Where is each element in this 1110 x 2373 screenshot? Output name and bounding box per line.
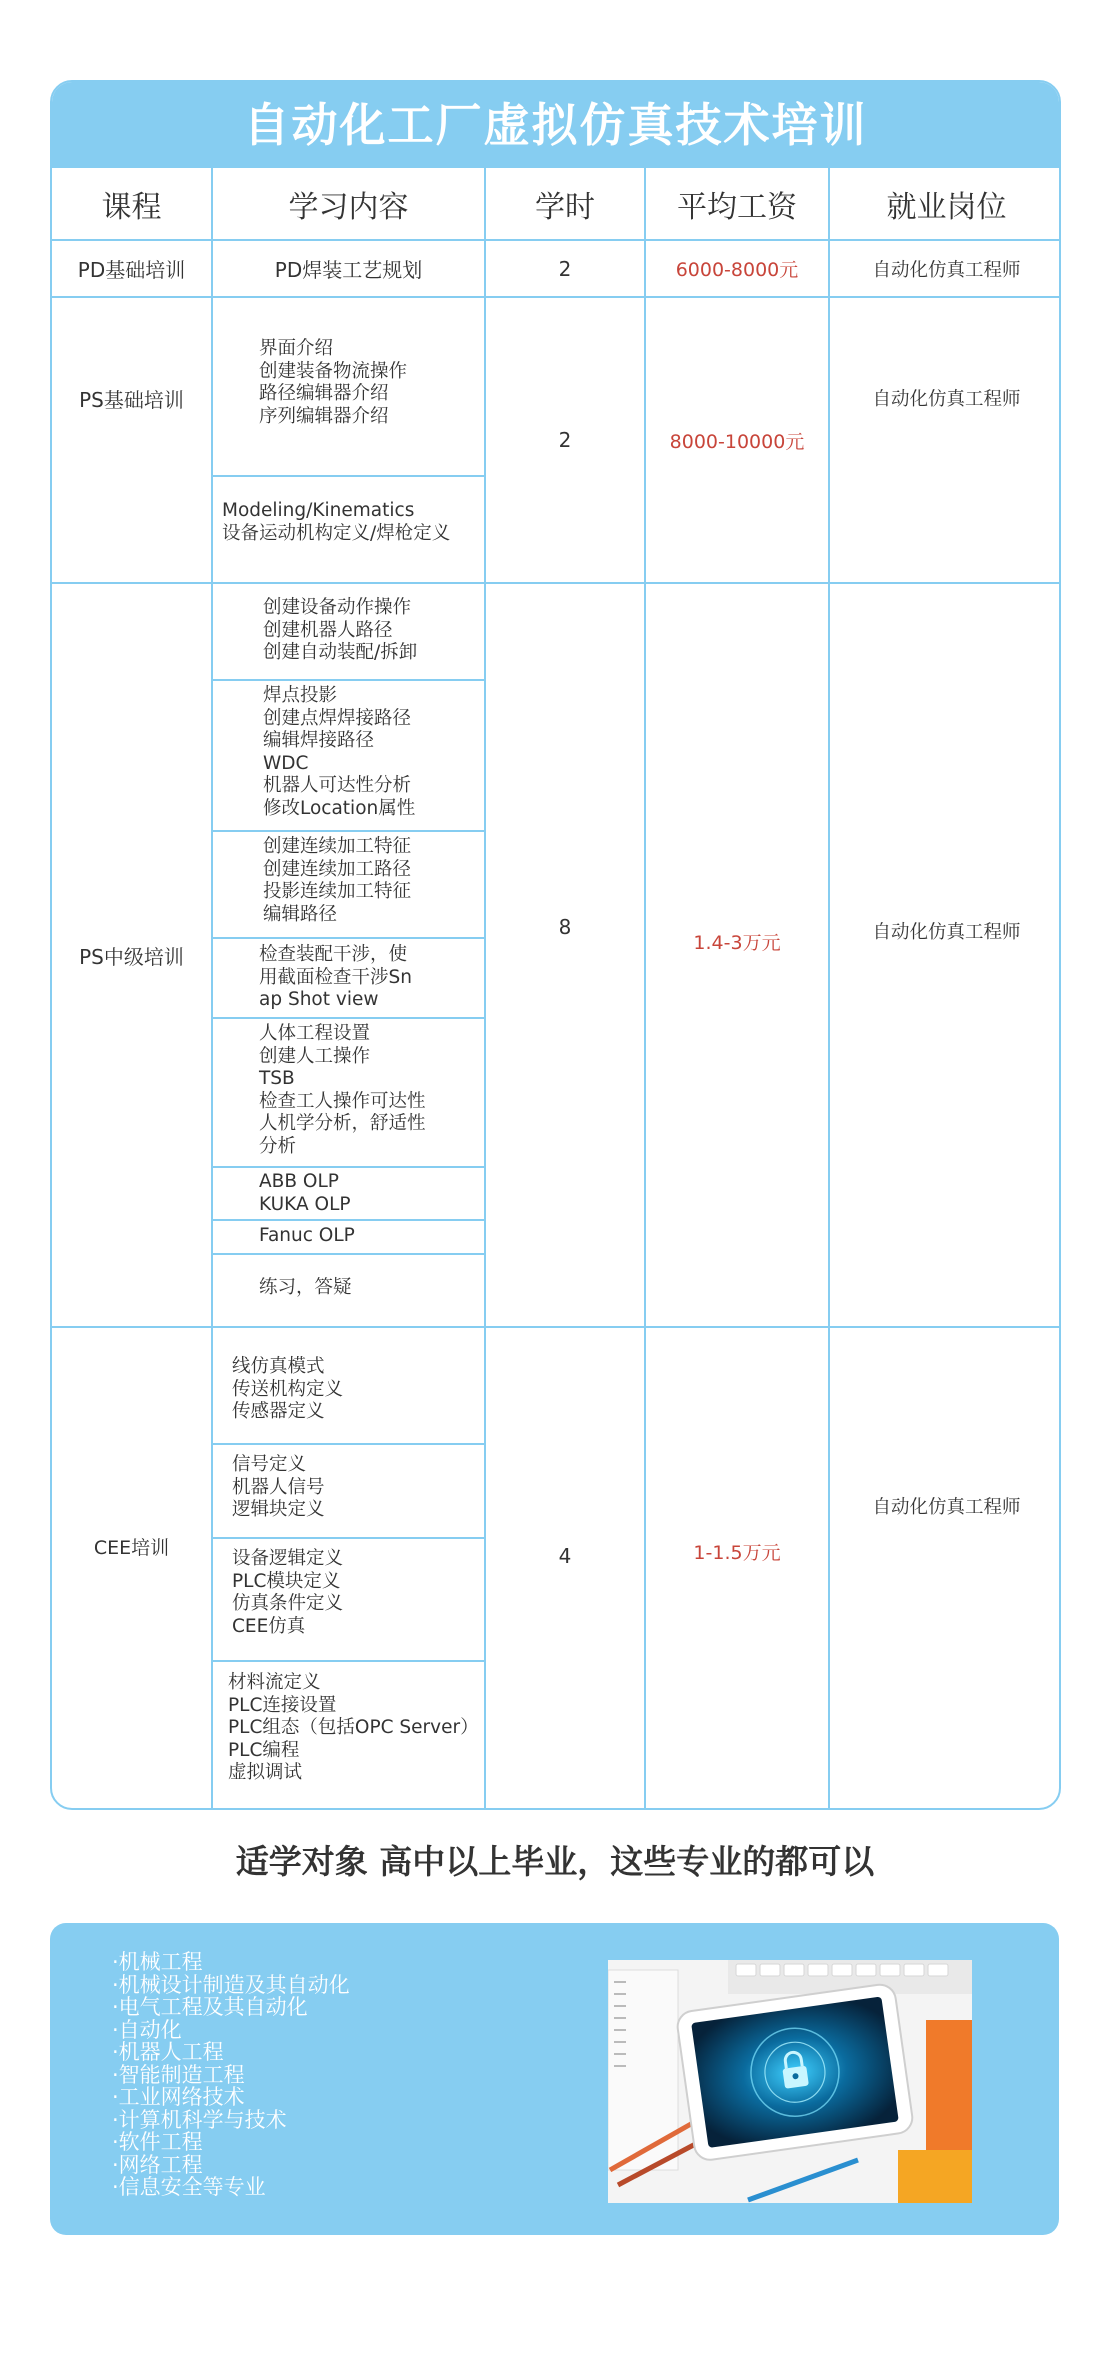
content-block: ABB OLP KUKA OLP: [259, 1171, 351, 1215]
content-block: 人体工程设置 创建人工操作 TSB 检查工人操作可达性 人机学分析，舒适性 分析: [259, 1023, 426, 1157]
grid-line: [211, 1253, 486, 1255]
content-block: 检查装配干涉，使 用截面检查干涉Sn ap Shot view: [259, 944, 412, 1010]
majors-list: [112, 1951, 350, 2199]
header-content: 学习内容: [288, 189, 409, 225]
course-hours: 8: [558, 915, 572, 939]
list-item: ·电气工程及其自动化: [112, 1995, 308, 2019]
course-table-panel: [50, 80, 1061, 1810]
course-salary: 1.4-3万元: [693, 932, 781, 954]
header-hours: 学时: [535, 189, 595, 225]
course-job: 自动化仿真工程师: [872, 922, 1021, 943]
list-item: ·软件工程: [112, 2130, 203, 2154]
audience-title: 适学对象 高中以上毕业，这些专业的都可以: [235, 1842, 875, 1881]
course-job: 自动化仿真工程师: [872, 259, 1021, 281]
list-item: ·网络工程: [112, 2152, 203, 2177]
header-course: 课程: [101, 189, 162, 225]
content-block: Fanuc OLP: [259, 1225, 355, 1246]
course-salary: 8000-10000元: [669, 430, 805, 453]
list-item: ·计算机科学与技术: [112, 2107, 287, 2132]
content-block: 材料流定义 PLC连接设置 PLC组态（包括OPC Server） PLC编程 虚拟调试: [228, 1672, 479, 1783]
grid-line: [211, 679, 486, 681]
course-name: PS中级培训: [79, 944, 184, 969]
content-block: Modeling/Kinematics 设备运动机构定义/焊枪定义: [222, 500, 451, 544]
course-name: PS基础培训: [79, 387, 184, 412]
grid-line: [211, 168, 213, 1810]
content-block: 界面介绍 创建装备物流操作 路径编辑器介绍 序列编辑器介绍: [259, 338, 408, 427]
grid-line: [211, 1166, 486, 1168]
content-block: 创建连续加工特征 创建连续加工路径 投影连续加工特征 编辑路径: [263, 836, 412, 925]
grid-line: [211, 1017, 486, 1019]
content-block: 设备逻辑定义 PLC模块定义 仿真条件定义 CEE仿真: [232, 1548, 344, 1637]
page-title: 自动化工厂虚拟仿真技术培训: [52, 82, 1059, 168]
grid-line: [211, 1660, 486, 1662]
list-item: ·机械工程: [112, 1950, 203, 1974]
header-salary: 平均工资: [677, 189, 797, 225]
grid-line: [211, 475, 486, 477]
course-job: 自动化仿真工程师: [872, 389, 1021, 410]
course-salary: 6000-8000元: [675, 259, 799, 281]
tablet-security-image: [608, 1960, 972, 2203]
course-hours: 4: [558, 1544, 572, 1568]
course-hours: 2: [558, 428, 572, 452]
header-job: 就业岗位: [886, 189, 1007, 225]
course-name: CEE培训: [93, 1536, 170, 1559]
list-item: ·机器人工程: [112, 2040, 224, 2064]
content-block: 信号定义 机器人信号 逻辑块定义: [232, 1454, 325, 1520]
course-salary: 1-1.5万元: [693, 1541, 781, 1564]
content-block: 焊点投影 创建点焊焊接路径 编辑焊接路径 WDC 机器人可达性分析 修改Location属性: [263, 685, 416, 819]
content-block: 练习，答疑: [259, 1277, 352, 1298]
list-item: ·自动化: [112, 2017, 182, 2042]
course-hours: 2: [558, 256, 572, 281]
tablet-illustration: [608, 1960, 972, 2203]
list-item: ·信息安全等专业: [112, 2175, 266, 2199]
grid-line: [211, 1537, 486, 1539]
content-block: 创建设备动作操作 创建机器人路径 创建自动装配/拆卸: [263, 597, 418, 663]
content-block: 线仿真模式 传送机构定义 传感器定义: [232, 1356, 344, 1422]
grid-line: [211, 1219, 486, 1221]
list-item: ·智能制造工程: [112, 2062, 245, 2087]
grid-line: [211, 830, 486, 832]
list-item: ·机械设计制造及其自动化: [112, 1972, 350, 1997]
course-name: PD基础培训: [77, 258, 186, 282]
grid-line: [211, 1443, 486, 1445]
course-job: 自动化仿真工程师: [872, 1497, 1021, 1518]
list-item: ·工业网络技术: [112, 2085, 245, 2109]
grid-line: [211, 937, 486, 939]
course-content: PD焊装工艺规划: [274, 258, 423, 282]
